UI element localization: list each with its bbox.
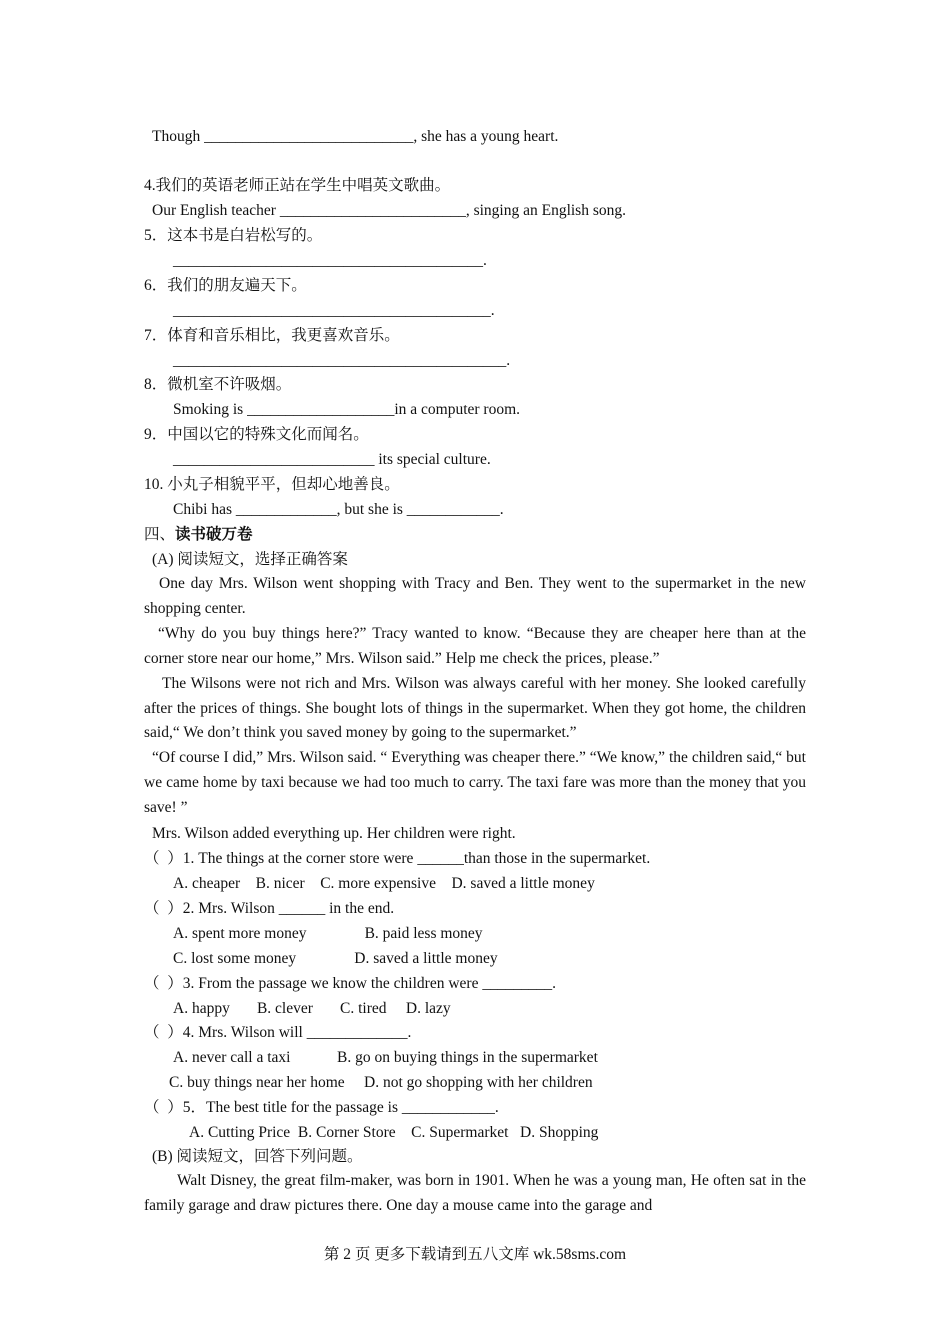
question-1-stem: （ ）1. The things at the corner store were ______than those in the supermarket. xyxy=(144,850,651,867)
q8-answer-line: Smoking is ___________________in a computer room. xyxy=(173,401,521,418)
page-footer: 第 2 页 更多下载请到五八文库 wk.58sms.com xyxy=(323,1246,627,1263)
q7-prompt: 7．体育和音乐相比，我更喜欢音乐。 xyxy=(144,327,400,344)
q6-answer-line: _________________________________________. xyxy=(173,302,495,319)
section4-title: 读书破万卷 xyxy=(175,526,253,543)
q6-prompt: 6．我们的朋友遍天下。 xyxy=(144,277,307,294)
section4-heading xyxy=(144,525,253,545)
q5-answer-line: ________________________________________. xyxy=(173,252,487,269)
question-3-stem: （ ）3. From the passage we know the children were _________. xyxy=(144,975,556,992)
passage-a-paragraph-2: “Why do you buy things here?” Tracy wanted to know. “Because they are cheaper here than at the corner store near our home,” Mrs. Wilson said.” Help me check the prices, please.” xyxy=(144,624,806,667)
passage-b xyxy=(144,1169,806,1219)
question-2-options-row-2: C. lost some money D. saved a little money xyxy=(173,950,498,967)
q4-answer-line: Our English teacher ________________________, singing an English song. xyxy=(152,202,626,219)
part-a-heading: (A) 阅读短文，选择正确答案 xyxy=(152,551,348,568)
question-4-stem: （ ）4. Mrs. Wilson will _____________. xyxy=(144,1024,412,1041)
question-5-stem: （ ）5．The best title for the passage is ____________. xyxy=(144,1099,499,1116)
question-1-options: A. cheaper B. nicer C. more expensive D. saved a little money xyxy=(173,875,595,892)
q10-answer-line: Chibi has _____________, but she is ____________. xyxy=(173,501,504,518)
question-5-options: A. Cutting Price B. Corner Store C. Supermarket D. Shopping xyxy=(189,1124,599,1141)
question-3-options: A. happy B. clever C. tired D. lazy xyxy=(173,1000,451,1017)
passage-a-last-line: Mrs. Wilson added everything up. Her children were right. xyxy=(152,825,516,842)
passage-b-paragraph-1: Walt Disney, the great film-maker, was born in 1901. When he was a young man, He often sat in the family garage and draw pictures there. One day a mouse came into the garage and xyxy=(144,1172,806,1214)
q5-prompt: 5．这本书是白岩松写的。 xyxy=(144,227,323,244)
question-4-options-row-2: C. buy things near her home D. not go shopping with her children xyxy=(169,1074,593,1091)
passage-a-paragraph-3: The Wilsons were not rich and Mrs. Wilson was always careful with her money. She looked carefully after the prices of things. She bought lots of things in the supermarket. When they got home, the children said,“ We don’t think you saved money by going to the supermarket.” xyxy=(144,674,806,742)
q10-prompt: 10. 小丸子相貌平平，但却心地善良。 xyxy=(144,476,400,493)
q4-prompt: 4.我们的英语老师正站在学生中唱英文歌曲。 xyxy=(144,177,451,194)
question-4-options-row-1: A. never call a taxi B. go on buying things in the supermarket xyxy=(173,1049,598,1066)
q8-prompt: 8．微机室不许吸烟。 xyxy=(144,376,292,393)
passage-a-paragraph-4: “Of course I did,” Mrs. Wilson said. “ Everything was cheaper there.” “We know,” the children said,“ but we came home by taxi because we had too much to carry. The taxi fare was more than the money that you save! ” xyxy=(144,749,806,817)
passage-a xyxy=(144,572,806,821)
question-2-options-row-1: A. spent more money B. paid less money xyxy=(173,925,483,942)
question-2-stem: （ ）2. Mrs. Wilson ______ in the end. xyxy=(144,900,395,917)
section4-number: 四、 xyxy=(144,526,176,543)
q9-answer-line: __________________________ its special culture. xyxy=(173,451,491,468)
q9-prompt: 9．中国以它的特殊文化而闻名。 xyxy=(144,426,369,443)
passage-a-paragraph-1: One day Mrs. Wilson went shopping with Tracy and Ben. They went to the supermarket in the new shopping center. xyxy=(144,575,806,617)
part-b-heading: (B) 阅读短文，回答下列问题。 xyxy=(152,1148,363,1165)
q3-answer-line: Though ___________________________, she has a young heart. xyxy=(152,128,559,145)
q7-answer-line: ___________________________________________. xyxy=(173,352,511,369)
